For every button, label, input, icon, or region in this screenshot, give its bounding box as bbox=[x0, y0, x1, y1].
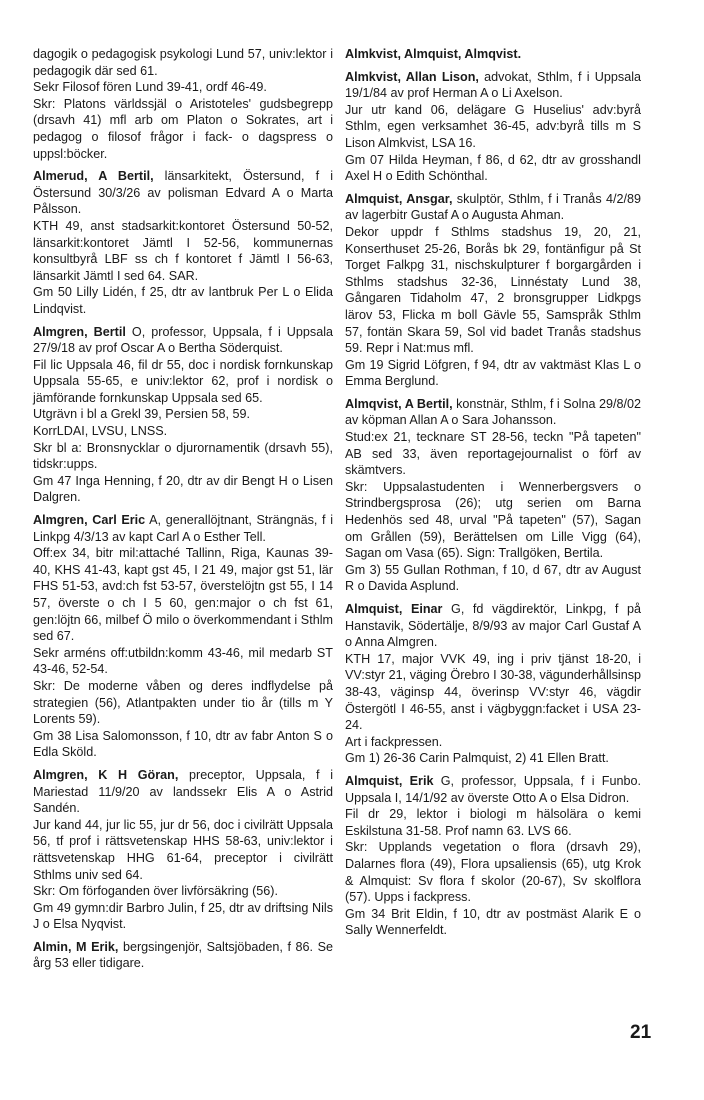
entry-paragraph: Stud:ex 21, tecknare ST 28-56, teckn "På tapeten" AB sed 33, även reportagejournalist o förf av skämtvers. bbox=[345, 430, 641, 478]
entry-heading-line bbox=[33, 939, 333, 972]
entry-name: Almkvist, Almquist, Almqvist. bbox=[345, 47, 522, 61]
entry-summary: G, professor, Uppsala, f i Funbo. Uppsala I, 14/1/92 av överste Otto A o Elsa Didron. bbox=[345, 773, 641, 805]
entry-name: Almkvist, Allan Lison, bbox=[345, 69, 479, 84]
entry-summary: A, generallöjtnant, Strängnäs, f i Linkpg 4/3/13 av kapt Carl A o Esther Tell. bbox=[33, 513, 333, 544]
entry-paragraph: Jur kand 44, jur lic 55, jur dr 56, doc i civilrätt Uppsala 56, tf prof i rättsvetenskap HHS 58-63, univ:lektor i rättsvetenskap HHG 61-64, preceptor i civilrätt Sthlms univ sed 64. bbox=[33, 817, 333, 882]
entry-heading-line bbox=[33, 168, 333, 218]
biography-entry bbox=[345, 773, 641, 939]
entry-summary: bergsingenjör, Saltsjöbaden, f 86. Se årg 53 eller tidigare. bbox=[33, 939, 333, 971]
entry-paragraph: Dekor uppdr f Sthlms stadshus 19, 20, 21, Konserthuset 25-26, Borås bk 29, fontänfigur på St Torget Falkpg 31, nischskulpturer f borgargården i Sthlms stadshus 32-36, Linnéstaty Lund 38, Gångaren Tidaholm 47, 2 bronsgrupper Lidkpgs lärov 53, Flicka m boll Gävle 55, Samspråk Sthlm 57, fontän Skara 59, Sol vid badet Tranås stadshus 59. Repr i Nat:mus mfl. bbox=[345, 224, 641, 356]
entry-heading-line bbox=[33, 324, 333, 357]
biography-entry bbox=[33, 46, 333, 162]
entry-name: Almerud, A Bertil, bbox=[33, 169, 154, 184]
entry-heading-line bbox=[345, 773, 641, 806]
entry-paragraph: Gm 49 gymn:dir Barbro Julin, f 25, dtr av driftsing Nils J o Elsa Nyqvist. bbox=[33, 900, 333, 932]
entry-heading-line bbox=[345, 46, 641, 63]
entry-paragraph: Gm 3) 55 Gullan Rothman, f 10, d 67, dtr av August R o Davida Asplund. bbox=[345, 562, 641, 594]
entry-name: Almquist, Einar bbox=[345, 602, 443, 616]
entry-paragraph: Gm 38 Lisa Salomonsson, f 10, dtr av fabr Anton S o Edla Sköld. bbox=[33, 728, 333, 760]
entry-summary: G, fd vägdirektör, Linkpg, f på Hanstavik, Södertälje, 8/9/93 av major Carl Gustaf A o Anna Almgren. bbox=[345, 602, 642, 650]
entry-summary: advokat, Sthlm, f i Uppsala 19/1/84 av prof Herman A o Li Axelson. bbox=[345, 69, 642, 101]
page-number: 21 bbox=[630, 1022, 652, 1043]
entry-summary: preceptor, Uppsala, f i Mariestad 11/9/20 av landssekr Elis A o Astrid Sandén. bbox=[33, 767, 333, 816]
entry-summary: länsarkitekt, Östersund, f i Östersund 30/3/26 av polisman Edvard A o Marta Pålsson. bbox=[33, 169, 333, 217]
entry-summary: O, professor, Uppsala, f i Uppsala 27/9/18 av prof Oscar A o Bertha Söderquist. bbox=[33, 324, 334, 356]
entry-paragraph: Skr: Uppsalastudenten i Wennerbergsvers o Strindbergsprosa (26); utg serien om Barna Hedenhös sed 48, urval "På tapeten" (57), Sagan om Grållen (59), Berättelsen om Lille Vigg (64), Sagan om Vasa (65). Sign: Trallgöken, Bertila. bbox=[345, 479, 641, 561]
entry-paragraph: Sekr arméns off:utbildn:komm 43-46, mil medarb ST 43-46, 52-54. bbox=[33, 645, 333, 677]
entry-paragraph: Gm 19 Sigrid Löfgren, f 94, dtr av vaktmäst Klas L o Emma Berglund. bbox=[345, 357, 641, 389]
entry-name: Almqvist, A Bertil, bbox=[345, 396, 453, 411]
entry-heading-line bbox=[345, 191, 641, 224]
biography-entry bbox=[345, 601, 641, 767]
entry-summary: skulptör, Sthlm, f i Tranås 4/2/89 av lagerbitr Gustaf A o Augusta Ahman. bbox=[345, 191, 641, 223]
biography-entry bbox=[33, 324, 333, 507]
entry-paragraph: Skr: Upplands vegetation o flora (drsavh 29), Dalarnes flora (49), Flora upsaliensis (65), utg Krok & Almquist: Sv flora f skolor (20-67), Sv skolflora (57). Upps i fackpress. bbox=[345, 840, 641, 905]
entry-paragraph: dagogik o pedagogisk psykologi Lund 57, univ:lektor i pedagogik där sed 61. bbox=[33, 47, 333, 78]
biography-entry bbox=[33, 767, 333, 933]
entry-paragraph: Gm 47 Inga Henning, f 20, dtr av dir Bengt H o Lisen Dalgren. bbox=[33, 473, 333, 505]
biography-entry bbox=[345, 69, 641, 185]
entry-heading-line bbox=[33, 512, 333, 545]
entry-paragraph: KTH 17, major VVK 49, ing i priv tjänst 18-20, i VV:styr 21, väging Örebro I 30-38, vägunderhållsinsp 38-43, väginsp 44, överinsp VV:styr 46, vägdir Östergötl I 46-55, anst i vägbyggn:facket i USA 23-24. bbox=[345, 651, 641, 733]
biography-entry bbox=[345, 191, 641, 390]
entry-paragraph: Sekr Filosof fören Lund 39-41, ordf 46-49. bbox=[33, 80, 267, 95]
entry-name: Almquist, Erik bbox=[345, 773, 434, 788]
biography-entry bbox=[345, 396, 641, 595]
entry-name: Almgren, Bertil bbox=[33, 324, 126, 339]
entry-paragraph: Jur utr kand 06, delägare G Huselius' adv:byrå Sthlm, egen verksamhet 36-45, adv:byrå tills m S Lison Almkvist, LSA 16. bbox=[345, 102, 641, 150]
entry-paragraph: Fil dr 29, lektor i biologi m hälsolära o kemi Eskilstuna 31-58. Prof namn 63. LVS 66. bbox=[345, 807, 641, 838]
entry-paragraph: Skr: Platons världssjäl o Aristoteles' gudsbegrepp (drsavh 41) mfl arb om Platon o Sokrates, art i pedagog o filosof frågor i fack- o dagspress o uppsl:böcker. bbox=[33, 96, 333, 161]
entry-paragraph: Skr bl a: Bronsnycklar o djurornamentik (drsavh 55), tidskr:upps. bbox=[33, 440, 333, 472]
entry-paragraph: Fil lic Uppsala 46, fil dr 55, doc i nordisk fornkunskap Uppsala 55-65, e univ:lektor 62, prof i nordisk o jämförande fornkunskap Uppsala sed 65. bbox=[33, 357, 333, 405]
entry-name: Almquist, Ansgar, bbox=[345, 191, 453, 206]
entry-paragraph: Off:ex 34, bitr mil:attaché Tallinn, Riga, Kaunas 39-40, KHS 41-43, kapt gst 45, I 21 49, major gst 51, lär FHS 51-53, avd:ch fst 53-57, överstelöjtn gst 55, I 14 57, överste o ch I 5 60, gen:major o ch fst 61, gen:löjtn 66, milbef Ö milo o överkommendant i Sthlm sed 67. bbox=[33, 546, 333, 644]
biography-entry bbox=[33, 512, 333, 761]
entry-paragraph: KorrLDAI, LVSU, LNSS. bbox=[33, 424, 168, 439]
entry-name: Almin, M Erik, bbox=[33, 939, 119, 954]
entry-heading-line bbox=[345, 396, 641, 429]
entry-paragraph: Gm 1) 26-36 Carin Palmquist, 2) 41 Ellen Bratt. bbox=[345, 751, 609, 766]
entry-heading-line bbox=[33, 767, 333, 817]
entry-paragraph: Utgrävn i bl a Grekl 39, Persien 58, 59. bbox=[33, 407, 251, 422]
entry-paragraph: Skr: De moderne våben og deres indflydelse på strategien (56), Atlantpakten under tio år (tills m Y Lorents 59). bbox=[33, 678, 333, 727]
entry-paragraph: Gm 34 Brit Eldin, f 10, dtr av postmäst Alarik E o Sally Wennerfeldt. bbox=[345, 906, 641, 938]
entry-summary: konstnär, Sthlm, f i Solna 29/8/02 av köpman Allan A o Sara Johansson. bbox=[345, 396, 641, 428]
biography-entry bbox=[33, 168, 333, 317]
entry-name: Almgren, Carl Eric bbox=[33, 513, 146, 528]
entry-paragraph: Gm 07 Hilda Heyman, f 86, d 62, dtr av grosshandl Axel H o Edith Schönthal. bbox=[345, 152, 641, 184]
entry-heading-line bbox=[345, 601, 641, 651]
entry-paragraph: Skr: Om förfoganden över livförsäkring (56). bbox=[33, 884, 278, 899]
entry-heading-line bbox=[345, 69, 641, 102]
left-column bbox=[33, 46, 333, 978]
right-column bbox=[345, 46, 641, 945]
biography-entry bbox=[33, 939, 333, 972]
entry-name: Almgren, K H Göran, bbox=[33, 767, 179, 782]
biography-entry bbox=[345, 46, 641, 63]
entry-paragraph: KTH 49, anst stadsarkit:kontoret Östersund 50-52, länsarkit:kontoret Jämtl I 52-56, kommunernas konsultbyrå LBF ss ch f kontoret f Jämtl I 56-63, länsarkit Jämtl I sed 64. SAR. bbox=[33, 218, 333, 283]
entry-paragraph: Art i fackpressen. bbox=[345, 734, 443, 749]
entry-paragraph: Gm 50 Lilly Lidén, f 25, dtr av lantbruk Per L o Elida Lindqvist. bbox=[33, 285, 333, 316]
